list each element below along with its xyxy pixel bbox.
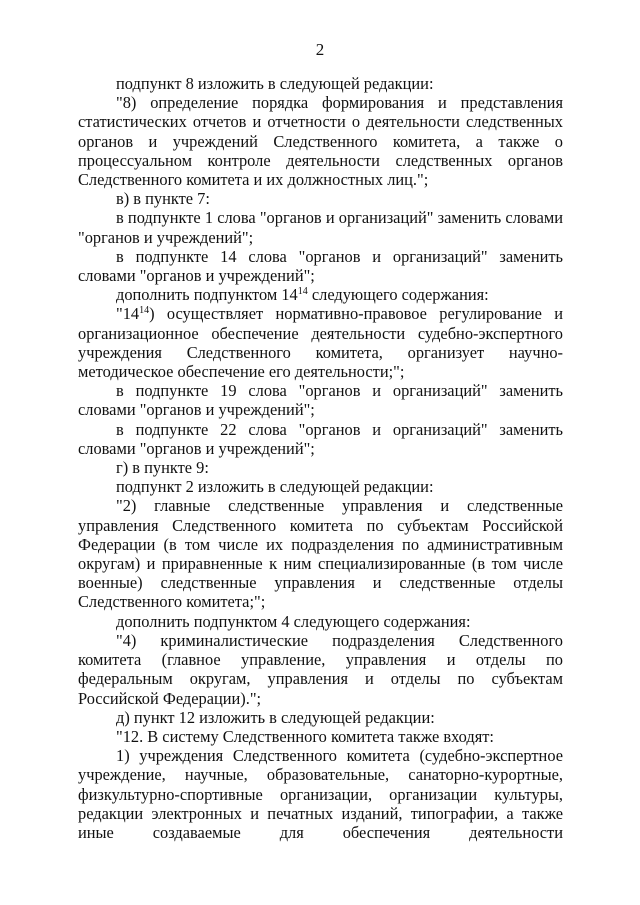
superscript: 14 (297, 286, 308, 298)
paragraph: "8) определение порядка формирования и представления статистических отчетов и отчетности о деятельности следственных органов и учреждений Следственного комитета, а также о процессуальном контроле деятельности следственных органов Следственного комитета и их должностных лиц."; (78, 93, 563, 190)
paragraph: "12. В систему Следственного комитета также входят: (116, 726, 494, 746)
paragraph: в подпункте 14 слова "органов и организаций" заменить словами "органов и учреждений"; (78, 246, 563, 286)
paragraph: г) в пункте 9: (116, 458, 209, 478)
paragraph: в подпункте 19 слова "органов и организаций" заменить словами "органов и учреждений"; (78, 381, 563, 420)
paragraph: в подпункте 22 слова "органов и организаций" заменить словами "органов и учреждений"; (78, 419, 563, 458)
superscript: 14 (139, 305, 150, 317)
paragraph: в) в пункте 7: (116, 189, 210, 209)
paragraph: "4) криминалистические подразделения Следственного комитета (главное управление, управления и отделы по федеральным округам, управления и отделы по субъектам Российской Федерации)."; (78, 630, 563, 708)
paragraph: "2) главные следственные управления и следственные управления Следственного комитета по субъектам Российской Федерации (в том числе их подразделения по административным округам) и приравненные к ним специализированные (в том числе военные) следственные управления и следственные отделы Следственного комитета;"; (78, 496, 563, 612)
paragraph: подпункт 8 изложить в следующей редакции: (116, 74, 434, 93)
paragraph: подпункт 2 изложить в следующей редакции: (116, 477, 434, 497)
paragraph: д) пункт 12 изложить в следующей редакции: (116, 707, 435, 727)
paragraph: дополнить подпунктом 4 следующего содержания: (116, 611, 471, 631)
paragraph: в подпункте 1 слова "органов и организаций" заменить словами "органов и учреждений"; (78, 208, 563, 247)
paragraph-continued: 1) учреждения Следственного комитета (судебно-экспертное учреждение, научные, образовательные, санаторно-курортные, физкультурно-спортивные организации, организации культуры, редакции электронных и печатных изданий, типографии, а также иные создаваемые для обеспечения деятельности (78, 746, 563, 842)
paragraph: "$14^{14}$) осуществляет нормативно-правовое регулирование и организационное обеспечение деятельности судебно-экспертного учреждения Следственного комитета, организует научно-методическое обеспечение его деятельности;"; (78, 304, 563, 382)
paragraph: дополнить подпунктом $14^{14}$ следующего содержания: (116, 285, 489, 305)
document-body (78, 74, 563, 842)
page-number: 2 (315, 40, 325, 59)
